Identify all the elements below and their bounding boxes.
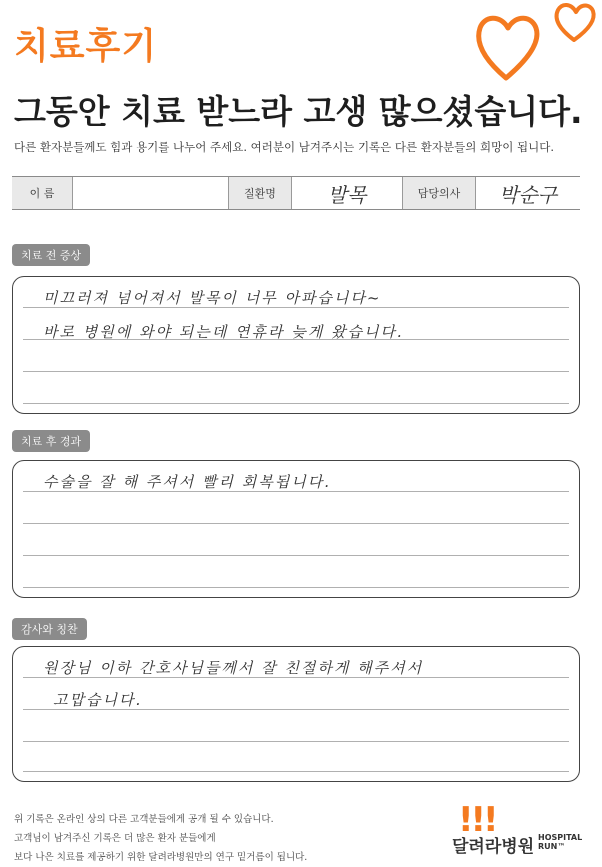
footer-line: 고객님이 남겨주신 기록은 더 많은 환자 분들에게: [14, 833, 216, 844]
footer-line: 위 기록은 온라인 상의 다른 고객분들에게 공개 될 수 있습니다.: [14, 814, 274, 825]
doctor-value[interactable]: 박순구: [499, 182, 557, 207]
page-title: 치료후기: [14, 26, 158, 67]
name-label: 이 름: [12, 177, 72, 209]
handwritten-line: 수술을 잘 해 주셔서 빨리 회복됩니다.: [43, 473, 331, 491]
name-value[interactable]: [73, 177, 228, 209]
disease-value[interactable]: 발목: [327, 182, 367, 207]
section-label-before: 치료 전 증상: [12, 244, 90, 266]
doctor-label: 담당의사: [403, 177, 475, 209]
handwritten-line: 바로 병원에 와야 되는데 연휴라 늦게 왔습니다.: [43, 323, 404, 341]
section-box-before[interactable]: [12, 276, 580, 414]
subheadline: 다른 환자분들께도 힘과 용기를 나누어 주세요. 여러분이 남겨주시는 기록은 다른 환자분들의 희망이 됩니다.: [14, 140, 554, 154]
section-label-after: 치료 후 경과: [12, 430, 90, 452]
hospital-logo: [448, 800, 588, 862]
patient-info-bar: [12, 176, 580, 210]
handwritten-line: 원장님 이하 간호사님들께서 잘 친절하게 해주셔서: [43, 659, 424, 677]
section-box-thanks[interactable]: [12, 646, 580, 782]
hearts-icon: [470, 0, 602, 90]
footer-notice: [14, 810, 344, 867]
logo-en-line: RUN™: [538, 842, 566, 851]
logo-name: 달려라병원: [452, 837, 535, 857]
handwritten-line: 미끄러져 넘어져서 발목이 너무 아파습니다~: [43, 289, 382, 307]
handwritten-line: 고맙습니다.: [53, 691, 143, 709]
logo-mark-icon: !!!: [458, 800, 496, 840]
headline: 그동안 치료 받느라 고생 많으셨습니다.: [14, 92, 583, 131]
disease-label: 질환명: [229, 177, 291, 209]
footer-line: 보다 나은 치료를 제공하기 위한 달려라병원만의 연구 밑거름이 됩니다.: [14, 852, 308, 863]
logo-en-line: HOSPITAL: [538, 833, 583, 842]
section-label-thanks: 감사와 칭찬: [12, 618, 87, 640]
section-box-after[interactable]: [12, 460, 580, 598]
logo-en: [538, 833, 582, 851]
